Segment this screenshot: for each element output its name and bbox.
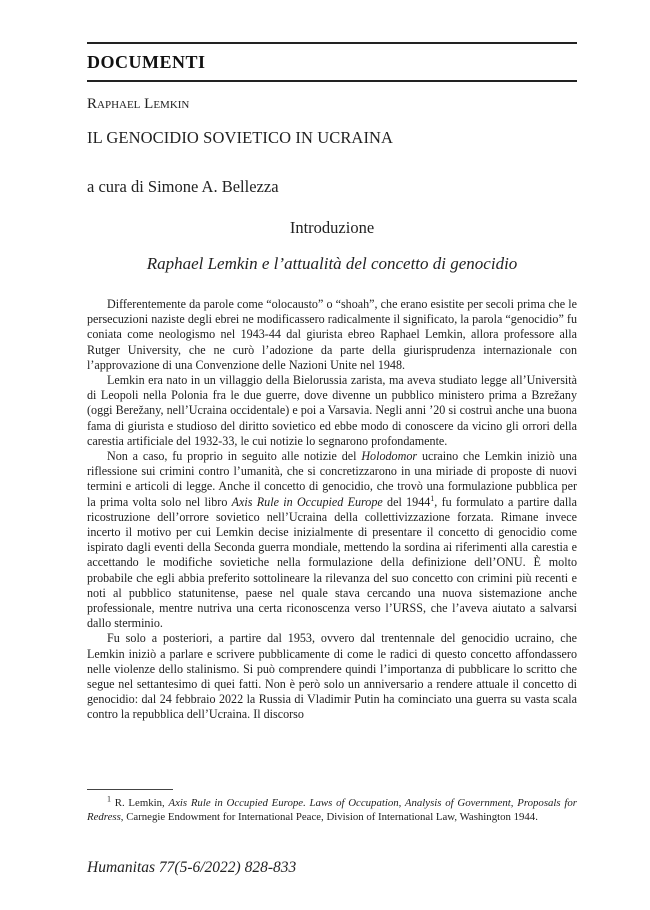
article-title: IL GENOCIDIO SOVIETICO IN UCRAINA [87, 128, 394, 147]
footnote-book-title: Axis Rule in Occupied Europe. Laws of Occupation, Analysis of Government, Proposals for Redress [87, 797, 578, 823]
intro-heading: Introduzione [289, 218, 375, 237]
paragraph-1: Differentemente da parole come “olocausto” o “shoah”, che erano esistite per secoli prima che le persecuzioni naziste degli ebrei ne modificassero radicalmente il significato, la parola “genocidio” fu coniata come neologismo nel 1943-44 dal giurista ebreo Raphael Lemkin, allora professore alla Rutger University, che ne curò l’adozione da parte della giurisprudenza internazionale con l’approvazione di una Convenzione delle Nazioni Unite nel 1948. [87, 297, 577, 372]
p3-text-b: ucraino che Lemkin iniziò una riflessione sui crimini contro l’umanità, che si concretizzarono in una miriade di proposte di nuovi termini e articoli di legge. Anche il concetto di genocidio, che trovò una formulazione pubblica per la prima volta solo nel libro [87, 449, 577, 509]
p3-text-c: del 1944 [382, 494, 431, 509]
paragraph-2: Lemkin era nato in un villaggio della Bielorussia zarista, ma aveva studiato legge all’Università di Leopoli nella Polonia fra le due guerre, dove divenne un pubblico ministero prima a Bzrežany (oggi Berežany, nell’Ucraina occidentale) e poi a Varsavia. Negli anni ’20 si costruì anche una buona fama di giurista e studioso del diritto sovietico ed ebbe modo di conoscere da vicino gli orrori della carestia artificiale del 1932-33, le cui notizie lo segnarono profondamente. [87, 373, 577, 448]
p3-text-f: , che l’aveva aiutato a salvarsi dallo sterminio. [87, 601, 577, 631]
p3-text-a: Non a caso, fu proprio in seguito alle notizie del [107, 449, 362, 464]
onu-acronym: ONU [496, 555, 523, 570]
article-body [87, 297, 577, 723]
paragraph-3 [87, 449, 577, 631]
urss-acronym: URSS [392, 601, 423, 616]
footnote-text-a: R. Lemkin, [111, 797, 169, 809]
editor-credit: a cura di Simone A. Bellezza [87, 177, 279, 196]
footnote [87, 794, 578, 824]
journal-citation: Humanitas 77(5-6/2022) 828-833 [87, 859, 297, 876]
header-rule-bottom [87, 80, 577, 82]
paragraph-4: Fu solo a posteriori, a partire dal 1953, ovvero dal trentennale del genocidio ucraino, che Lemkin iniziò a parlare e scrivere pubblicamente di come le radici di questo concetto affondassero nelle violenze dello stalinismo. Si può comprendere quindi l’importanza di pubblicare lo scritto che segue nel settantesimo di quei fatti. Non è però solo un anniversario a rendere attuale il concetto di genocidio: dal 24 febbraio 2022 la Russia di Vladimir Putin ha cominciato una guerra su vasta scala contro la repubblica dell’Ucraina. Il discorso [87, 631, 577, 722]
p3-text-d: , fu formulato a partire dalla ricostruzione dell’orrore sovietico nell’Ucraina della collettivizzazione forzata. Rimane invece incerto il motivo per cui Lemkin decise inizialmente di presentare il concetto di genocidio come ispirato dagli eventi della Seconda guerra mondiale, mettendo la sordina ai riferimenti alla carestia e accettando le modifiche sovietiche nella formulazione della definizione dell’ [87, 494, 577, 570]
p3-text-e: . È molto probabile che egli abbia preferito sottolineare la rilevanza del suo concetto con crimini più recenti e noti al pubblico statunitense, paese nel quale stava cercando una nuova sistemazione anche professionale, mentre nutriva una certa riconoscenza verso l’ [87, 555, 577, 616]
book-title-ref: Axis Rule in Occupied Europe [231, 494, 383, 509]
footnote-ref[interactable]: 1 [430, 493, 435, 503]
holodomor-term: Holodomor [361, 449, 418, 464]
author-last-name: Lemkin [144, 96, 190, 112]
author-first-name: Raphael [87, 96, 141, 112]
header-rule-top [87, 42, 577, 44]
author-name [87, 96, 189, 113]
section-label: DOCUMENTI [87, 52, 206, 72]
footnote-text-b: , Carnegie Endowment for International Peace, Division of International Law, Washington 1944. [120, 810, 538, 823]
footnote-number: 1 [107, 794, 111, 804]
intro-subtitle: Raphael Lemkin e l’attualità del concetto di genocidio [146, 254, 518, 273]
footnote-separator [87, 789, 173, 790]
